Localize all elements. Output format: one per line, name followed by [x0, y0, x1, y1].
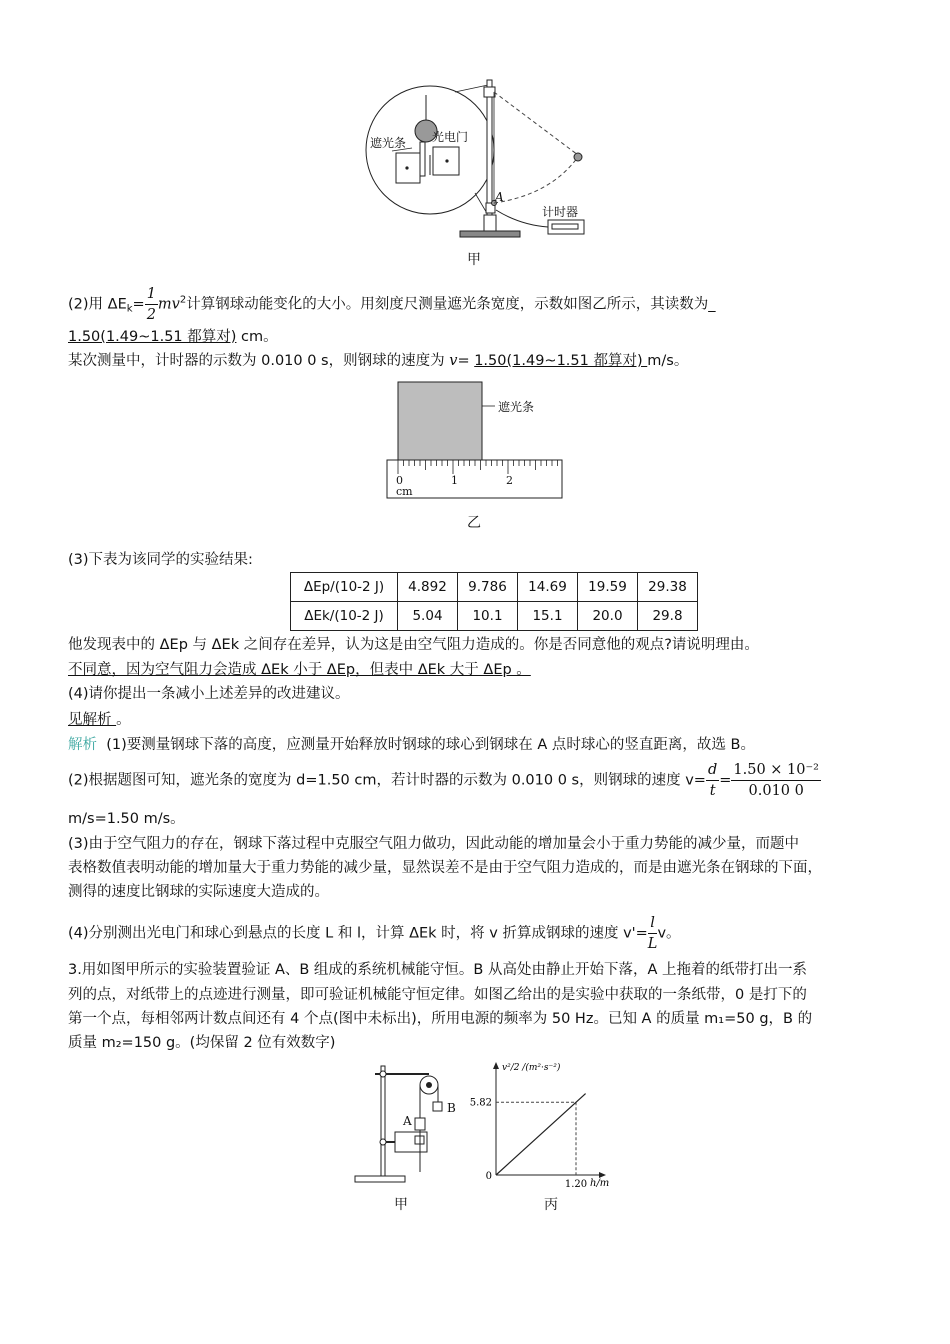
jiexi-p2-tail: m/s=1.50 m/s。 [68, 811, 185, 827]
fraction-l-over-L: $\frac{l}{L}$ [647, 915, 658, 952]
q3main-l3: 第一个点，每相邻两计数点间还有 4 个点(图中未标出)，所用电源的频率为 50 Hz。已知 A 的质量 m₁=50 g，B 的 [68, 1011, 813, 1027]
ruler-tick-0: 0 [396, 474, 403, 487]
fraction-half: $\frac{1}{2}$ [146, 286, 156, 323]
q2-line1: (2)用 $\Delta E_k=$ $\frac{1}{2}$ $mv^2$计算钢球动能变化的大小。用刻度尺测量遮光条宽度，示数如图乙所示，其读数为_ [68, 286, 716, 323]
label-zheguangtiao-jia: 遮光条 [370, 136, 407, 150]
jiexi-p4: (4)分别测出光电门和球心到悬点的长度 L 和 l，计算 ΔEk 时，将 v 折算成钢球的速度 v'= $\frac{l}{L}$ v。 [68, 915, 681, 952]
jiexi-p2: (2)根据题图可知，遮光条的宽度为 d=1.50 cm，若计时器的示数为 0.010 0 s，则钢球的速度 v= $\frac{d}{t}$ = $\frac{\text{1.50 × 10⁻²}}{0.010 0}$ [68, 762, 819, 799]
jiexi-p1: 解析 (1)要测量钢球下落的高度，应测量开始释放时钢球的球心到钢球在 A 点时球心的竖直距离，故选 B。 [68, 737, 755, 753]
x-tick-label: 1.20 [564, 1179, 588, 1190]
q2-line2: 某次测量中，计时器的示数为 0.010 0 s，则钢球的速度为 v= 1.50(1.49~1.51 都算对) m/s。 [68, 353, 689, 369]
label-point-a: A [495, 190, 504, 204]
ruler-tick-2: 2 [506, 474, 513, 487]
jiexi-p3-l2: 表格数值表明动能的增加量大于重力势能的减少量，显然误差不是由于空气阻力造成的，而是由遮光条在钢球的下面， [68, 860, 822, 876]
q4-answer: 见解析 [68, 712, 117, 728]
figure-yi-ruler [385, 378, 565, 502]
origin-label: 0 [485, 1171, 492, 1182]
caption-jia: 甲 [467, 252, 481, 268]
q3-line1: 他发现表中的 ΔEp 与 ΔEk 之间存在差异，认为这是由空气阻力造成的。你是否同意他的观点?请说明理由。 [68, 637, 759, 653]
x-axis-label: h/m [590, 1178, 610, 1189]
q4-intro: (4)请你提出一条减小上述差异的改进建议。 [68, 686, 350, 702]
q3-intro: (3)下表为该同学的实验结果: [68, 552, 253, 568]
table-row: ΔEp/(10-2 J) 4.892 9.786 14.69 19.59 29.38 [291, 573, 698, 602]
y-axis-label: v²/2 /(m²·s⁻²) [502, 1063, 561, 1073]
series-line [496, 1094, 586, 1175]
q3-answer: 不同意，因为空气阻力会造成 ΔEk 小于 ΔEp，但表中 ΔEk 大于 ΔEp 。 [68, 662, 531, 678]
q2-answer1-line: 1.50(1.49~1.51 都算对) cm。 [68, 329, 278, 345]
jiexi-tag: 解析 [68, 737, 97, 753]
y-tick-label: 5.82 [469, 1097, 492, 1109]
table-head-ek: ΔEk/(10-2 J) [291, 602, 398, 631]
label-timer: 计时器 [542, 205, 579, 219]
caption-jia-2: 甲 [394, 1197, 408, 1213]
q3main-l1: 3.用如图甲所示的实验装置验证 A、B 组成的系统机械能守恒。B 从高处由静止开始下落，A 上拖着的纸带打出一系 [68, 962, 808, 978]
q3main-l4: 质量 m₂=150 g。(均保留 2 位有效数字) [68, 1035, 336, 1051]
y-axis-arrow [493, 1062, 499, 1069]
fraction-speed-calc: $\frac{\text{1.50 × 10⁻²}}{0.010 0}$ [733, 762, 819, 799]
caption-bing: 丙 [544, 1197, 558, 1213]
jiexi-p3-l3: 测得的速度比钢球的实际速度大造成的。 [68, 884, 329, 900]
ruler-unit: cm [396, 485, 413, 498]
answer-width: 1.50(1.49~1.51 都算对) [68, 329, 237, 345]
q3main-l2: 列的点，对纸带上的点迹进行测量，即可验证机械能守恒定律。如图乙给出的是实验中获取的一条纸带，0 是打下的 [68, 987, 807, 1003]
jiexi-p3-l1: (3)由于空气阻力的存在，钢球下落过程中克服空气阻力做功，因此动能的增加量会小于重力势能的减少量，而题中 [68, 836, 800, 852]
label-block-a: A [403, 1114, 412, 1128]
results-table [290, 572, 698, 631]
fraction-d-over-t: $\frac{d}{t}$ [707, 762, 718, 799]
table-row: ΔEk/(10-2 J) 5.04 10.1 15.1 20.0 29.8 [291, 602, 698, 631]
q4-answer-line: 见解析 。 [68, 712, 131, 728]
chart-bing [462, 1060, 612, 1190]
caption-yi: 乙 [467, 515, 481, 531]
ruler-tick-1: 1 [451, 474, 458, 487]
label-guangdianmen: 光电门 [432, 130, 469, 144]
table-head-ep: ΔEp/(10-2 J) [291, 573, 398, 602]
answer-speed: 1.50(1.49~1.51 都算对) [474, 353, 648, 369]
label-zheguangtiao-yi: 遮光条 [498, 400, 535, 414]
label-block-b: B [447, 1101, 456, 1115]
